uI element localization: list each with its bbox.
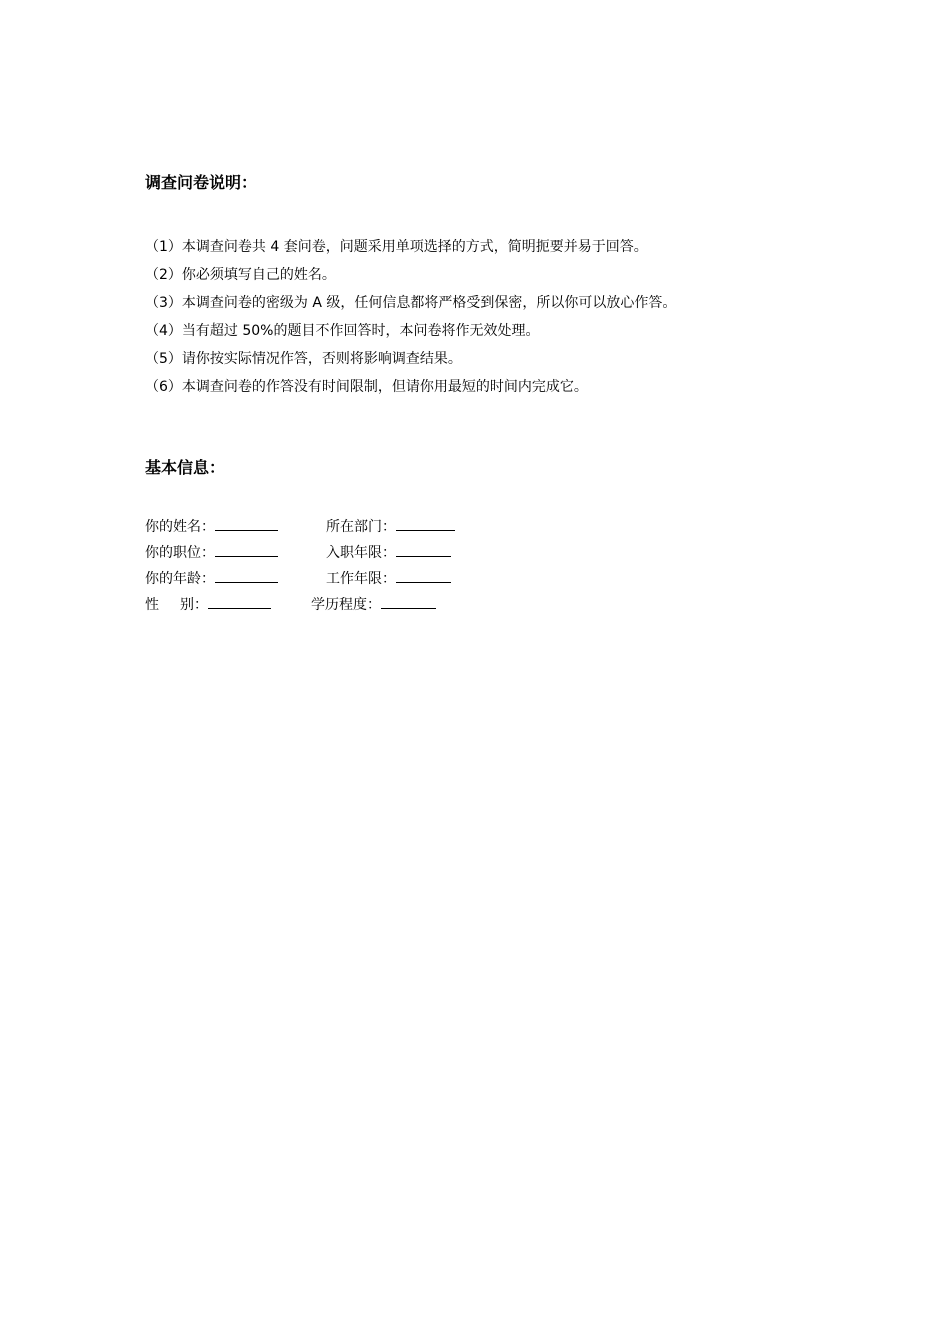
department-label: 所在部门： bbox=[326, 519, 396, 535]
work-years-field bbox=[326, 568, 451, 590]
gender-label-part1: 性 bbox=[145, 597, 159, 613]
work-years-label: 工作年限： bbox=[326, 571, 396, 587]
form-row bbox=[145, 568, 745, 594]
hire-year-field bbox=[326, 542, 451, 564]
instruction-item: （2）你必须填写自己的姓名。 bbox=[145, 267, 336, 283]
instruction-item: （5）请你按实际情况作答，否则将影响调查结果。 bbox=[145, 351, 462, 367]
position-field bbox=[145, 542, 278, 564]
name-blank[interactable] bbox=[215, 516, 278, 531]
education-blank[interactable] bbox=[381, 594, 436, 609]
instruction-item: （1）本调查问卷共 4 套问卷，问题采用单项选择的方式，简明扼要并易于回答。 bbox=[145, 239, 648, 255]
work-years-blank[interactable] bbox=[396, 568, 451, 583]
education-label: 学历程度： bbox=[311, 597, 381, 613]
age-blank[interactable] bbox=[215, 568, 278, 583]
gender-label-part2: 别： bbox=[180, 597, 208, 613]
department-field bbox=[326, 516, 455, 538]
instruction-item: （4）当有超过 50%的题目不作回答时，本问卷将作无效处理。 bbox=[145, 323, 540, 339]
age-field bbox=[145, 568, 278, 590]
gender-field bbox=[145, 594, 271, 616]
age-label: 你的年龄： bbox=[145, 571, 215, 587]
gender-blank[interactable] bbox=[208, 594, 271, 609]
name-field bbox=[145, 516, 278, 538]
form-row bbox=[145, 516, 745, 542]
education-field bbox=[311, 594, 436, 616]
basic-info-form bbox=[145, 516, 745, 620]
instructions-list bbox=[145, 233, 676, 401]
form-row bbox=[145, 542, 745, 568]
instruction-item: （6）本调查问卷的作答没有时间限制，但请你用最短的时间内完成它。 bbox=[145, 379, 588, 395]
basic-info-title: 基本信息： bbox=[145, 458, 226, 477]
name-label: 你的姓名： bbox=[145, 519, 215, 535]
instructions-title: 调查问卷说明： bbox=[145, 173, 258, 192]
hire-year-blank[interactable] bbox=[396, 542, 451, 557]
position-label: 你的职位： bbox=[145, 545, 215, 561]
department-blank[interactable] bbox=[396, 516, 455, 531]
form-row bbox=[145, 594, 745, 620]
instruction-item: （3）本调查问卷的密级为 A 级，任何信息都将严格受到保密，所以你可以放心作答。 bbox=[145, 295, 677, 311]
position-blank[interactable] bbox=[215, 542, 278, 557]
hire-year-label: 入职年限： bbox=[326, 545, 396, 561]
